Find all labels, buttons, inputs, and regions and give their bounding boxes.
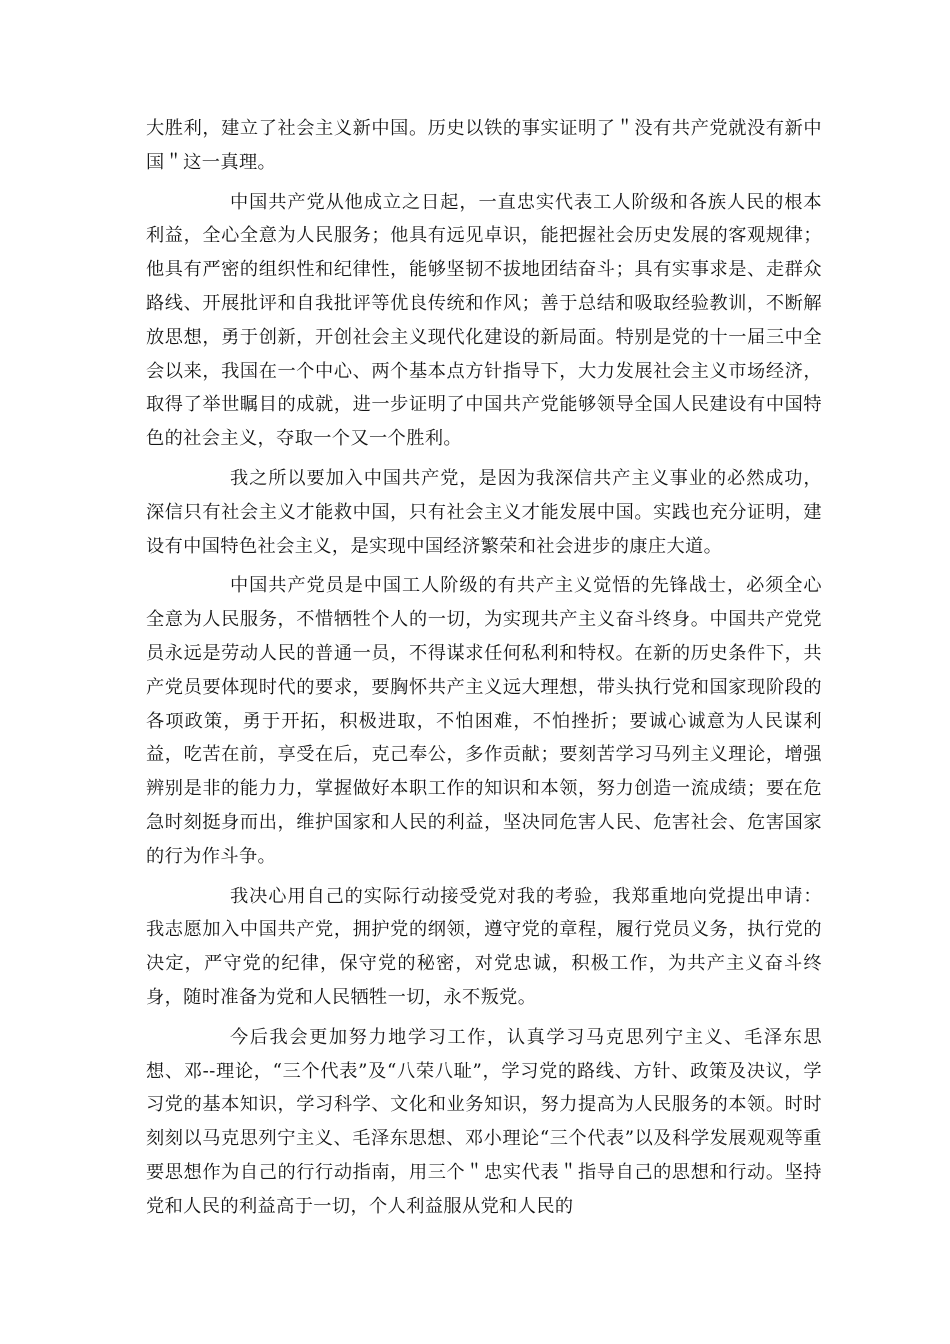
paragraph-application: 我决心用自己的实际行动接受党对我的考验，我郑重地向党提出申请：我志愿加入中国共产党，拥护党的纲领，遵守党的章程，履行党员义务，执行党的决定，严守党的纪律，保守党的秘密，对党忠诚，积极工作，为共产主义奋斗终身，随时准备为党和人民牺牲一切，永不叛党。: [146, 885, 822, 1008]
paragraph-member-duties: 中国共产党员是中国工人阶级的有共产主义觉悟的先锋战士，必须全心全意为人民服务，不惜牺牲个人的一切，为实现共产主义奋斗终身。中国共产党党员永远是劳动人民的普通一员，不得谋求任何私利和特权。在新的历史条件下，共产党员要体现时代的要求，要胸怀共产主义远大理想，带头执行党和国家现阶段的各项政策，勇于开拓，积极进取，不怕困难，不怕挫折；要诚心诚意为人民谋利益，吃苦在前，享受在后，克己奉公，多作贡献；要刻苦学习马列主义理论，增强辨别是非的能力力，掌握做好本职工作的知识和本领，努力创造一流成绩；要在危急时刻挺身而出，维护国家和人民的利益，坚决同危害人民、危害社会、危害国家的行为作斗争。: [146, 575, 822, 867]
document-body: [146, 112, 822, 1230]
paragraph-party-founding: 中国共产党从他成立之日起，一直忠实代表工人阶级和各族人民的根本利益，全心全意为人民服务；他具有远见卓识，能把握社会历史发展的客观规律；他具有严密的组织性和纪律性，能够坚韧不拔地团结奋斗；具有实事求是、走群众路线、开展批评和自我批评等优良传统和作风；善于总结和吸取经验教训，不断解放思想，勇于创新，开创社会主义现代化建设的新局面。特别是党的十一届三中全会以来，我国在一个中心、两个基本点方针指导下，大力发展社会主义市场经济，取得了举世瞩目的成就，进一步证明了中国共产党能够领导全国人民建设有中国特色的社会主义，夺取一个又一个胜利。: [146, 191, 822, 450]
paragraph-future-commitment: 今后我会更加努力地学习工作，认真学习马克思列宁主义、毛泽东思想、邓--理论，“三个代表”及“八荣八耻”，学习党的路线、方针、政策及决议，学习党的基本知识，学习科学、文化和业务知识，努力提高为人民服务的本领。时时刻刻以马克思列宁主义、毛泽东思想、邓小理论“三个代表”以及科学发展观观等重要思想作为自己的行行动指南，用三个＂忠实代表＂指导自己的思想和行动。坚持党和人民的利益高于一切，个人利益服从党和人民的: [146, 1026, 822, 1217]
paragraph-continuation: 大胜利，建立了社会主义新中国。历史以铁的事实证明了＂没有共产党就没有新中国＂这一真理。: [146, 118, 822, 173]
paragraph-reason-joining: 我之所以要加入中国共产党，是因为我深信共产主义事业的必然成功，深信只有社会主义才能救中国，只有社会主义才能发展中国。实践也充分证明，建设有中国特色社会主义，是实现中国经济繁荣和社会进步的康庄大道。: [146, 467, 822, 557]
